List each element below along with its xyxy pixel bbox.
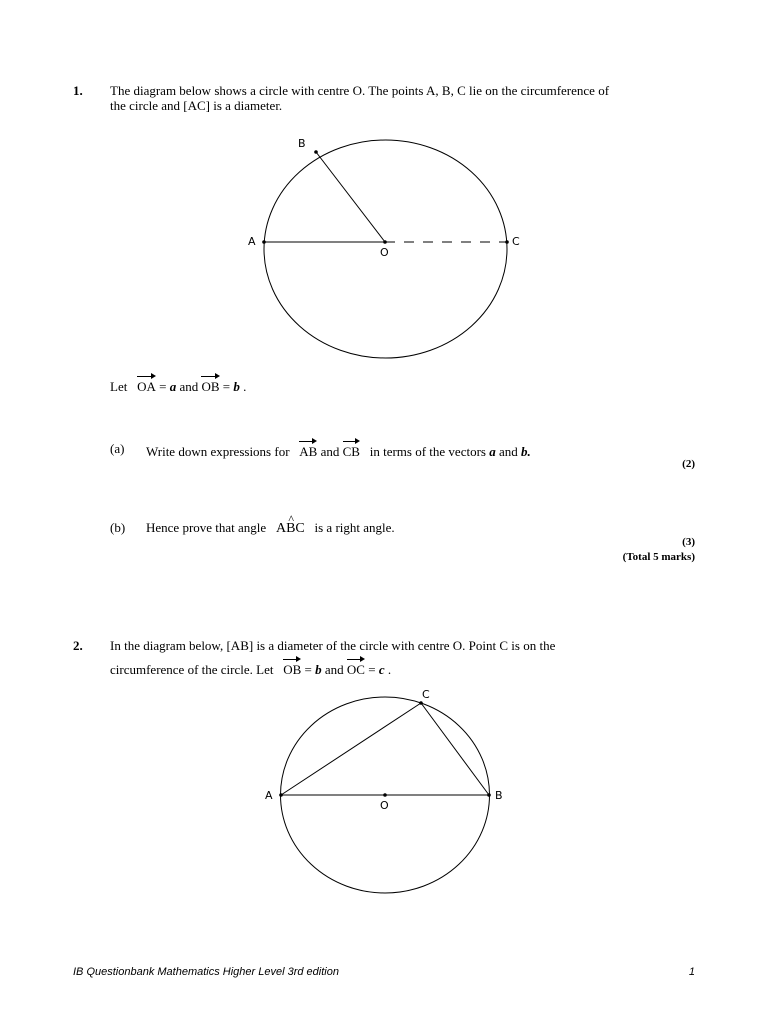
q2-label-a: A [265, 789, 273, 802]
q1-vector-b: b [233, 379, 240, 394]
q1-part-a-and: and [320, 444, 340, 459]
q2-equals-1: = [304, 662, 312, 677]
q1-and: and [179, 379, 199, 394]
q2-point-c [419, 701, 423, 705]
q2-point-o [383, 793, 387, 797]
q1-vector-ob: OB [201, 374, 219, 397]
q1-equals-2: = [222, 379, 231, 394]
q1-part-b-marks: (3) [682, 536, 695, 548]
q1-angle-b: ^ B [286, 519, 295, 539]
q1-let-prefix: Let [110, 379, 128, 394]
q1-vector-oa: OA [137, 374, 156, 397]
q2-line-2-end: . [387, 662, 392, 677]
question-2-number: 2. [73, 638, 83, 653]
q1-equals-1: = [159, 379, 167, 394]
q1-part-a-marks: (2) [682, 458, 695, 470]
q2-line-2-prefix: circumference of the circle. Let [110, 662, 274, 677]
q1-part-b-text-1: Hence prove that angle [146, 520, 267, 535]
q1-total-marks: (Total 5 marks) [622, 551, 695, 563]
q1-part-a-text-2: in terms of the vectors [369, 444, 486, 459]
q2-vector-b: b [315, 662, 322, 677]
q2-segment-ac [281, 703, 421, 795]
q1-part-b-text-2: is a right angle. [314, 520, 395, 535]
q2-vector-c: c [378, 662, 385, 677]
q1-label-a: A [248, 235, 256, 248]
q2-point-a [279, 793, 283, 797]
q1-vector-a: a [169, 379, 177, 394]
q1-label-b: B [298, 137, 306, 150]
q1-part-a-vector-cb: CB [343, 439, 360, 462]
q1-angle-a: A [275, 521, 287, 536]
question-1-intro-line-2: the circle and [AC] is a diameter. [110, 98, 283, 113]
q1-label-c: C [512, 235, 520, 248]
q2-vector-ob: OB [283, 657, 301, 680]
q2-segment-cb [421, 703, 489, 795]
q2-label-c: C [422, 688, 430, 701]
question-1-number: 1. [73, 83, 83, 98]
q1-angle-c: C [295, 521, 305, 536]
question-2-line-1: In the diagram below, [AB] is a diameter of the circle with centre O. Point C is on the [110, 638, 556, 653]
footer-source: IB Questionbank Mathematics Higher Level 3rd edition [73, 966, 339, 978]
q2-label-b: B [495, 789, 503, 802]
q2-equals-2: = [368, 662, 376, 677]
q1-label-o: O [380, 246, 389, 259]
q1-part-a-label: (a) [110, 441, 125, 456]
q1-part-a-vector-ab: AB [299, 439, 317, 462]
q1-let-end: . [243, 379, 247, 394]
question-1-intro-line-1: The diagram below shows a circle with centre O. The points A, B, C lie on the circumference of [110, 83, 610, 98]
q2-and: and [324, 662, 344, 677]
q2-point-b [487, 793, 491, 797]
q1-part-a-and-2: and [498, 444, 518, 459]
footer-page-number: 1 [688, 966, 695, 978]
q1-part-b-label: (b) [110, 520, 126, 535]
q1-part-a-text-1: Write down expressions for [146, 444, 290, 459]
q1-part-a-b: b. [521, 444, 531, 459]
q2-vector-oc: OC [347, 657, 365, 680]
q2-label-o: O [380, 799, 389, 812]
q1-part-a-a: a [489, 444, 496, 459]
